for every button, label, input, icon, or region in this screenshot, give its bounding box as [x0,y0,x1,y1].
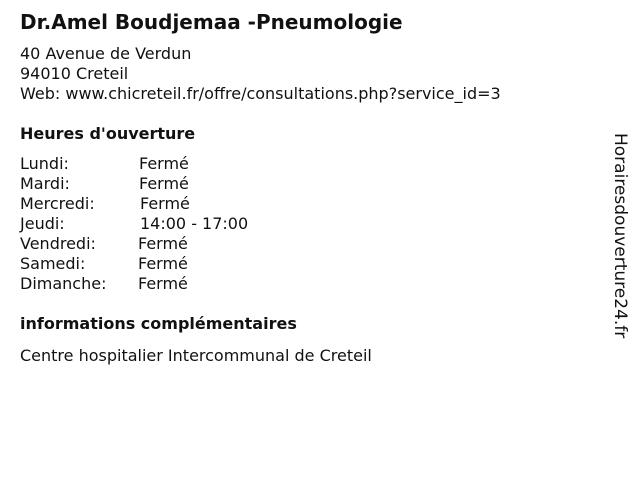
hours-value: Fermé [138,274,188,293]
hours-value: Fermé [140,194,190,213]
hours-value: Fermé [139,154,189,173]
website-link[interactable]: Web: www.chicreteil.fr/offre/consultations.php?service_id=3 [20,84,501,103]
day-label: Samedi: [20,254,86,273]
hours-value: Fermé [138,254,188,273]
address-block [20,44,501,104]
address-street: 40 Avenue de Verdun [20,44,192,63]
hours-value: 14:00 - 17:00 [140,214,249,233]
hours-value: Fermé [139,174,189,193]
day-label: Dimanche: [20,274,107,293]
hours-heading: Heures d'ouverture [20,124,196,143]
page-title: Dr.Amel Boudjemaa -Pneumologie [20,10,403,34]
info-heading: informations complémentaires [20,314,297,333]
site-watermark: Horairesdouverture24.fr [610,133,630,339]
address-city: 94010 Creteil [20,64,129,83]
day-label: Jeudi: [20,214,65,233]
hours-value: Fermé [138,234,188,253]
day-label: Vendredi: [20,234,96,253]
day-label: Lundi: [20,154,69,173]
day-label: Mercredi: [20,194,95,213]
info-text: Centre hospitalier Intercommunal de Creteil [20,346,372,365]
day-label: Mardi: [20,174,70,193]
